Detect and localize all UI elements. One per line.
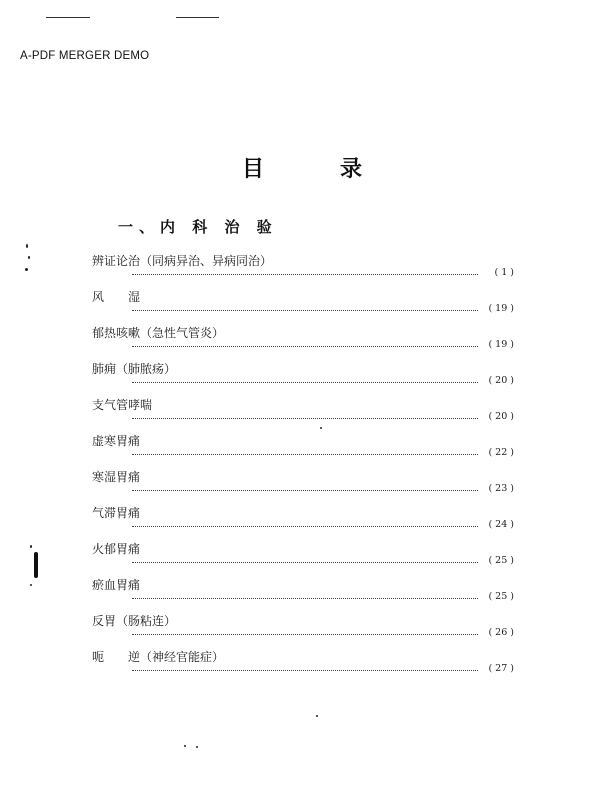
dot-leader (132, 346, 478, 347)
binding-mark (34, 552, 38, 578)
toc-entry-label: 呃 逆（神经官能症） (92, 650, 225, 664)
toc-entry-label: 肺痈（肺脓疡） (92, 362, 177, 376)
toc-entry[interactable] (92, 540, 514, 572)
toc-entry-label: 火郁胃痛 (92, 542, 141, 556)
toc-entry-page: ( 25 ) (488, 555, 514, 566)
dot-leader (132, 454, 478, 455)
toc-entry-page: ( 1 ) (494, 267, 514, 278)
toc-entry-page: ( 27 ) (488, 663, 514, 674)
dot-leader (132, 634, 478, 635)
toc-entry[interactable] (92, 288, 514, 320)
toc-entry-page: ( 26 ) (488, 627, 514, 638)
scan-speck (30, 584, 32, 586)
toc-entry-page: ( 20 ) (488, 411, 514, 422)
scan-speck (320, 427, 322, 429)
toc-entry-label: 瘀血胃痛 (92, 578, 141, 592)
toc-entry[interactable] (92, 468, 514, 500)
toc-entry[interactable] (92, 324, 514, 356)
dot-leader (132, 598, 478, 599)
toc-entry[interactable] (92, 396, 514, 428)
toc-entry[interactable] (92, 576, 514, 608)
toc-entry-label: 气滞胃痛 (92, 506, 141, 520)
section-heading: 一、内 科 治 验 (118, 218, 278, 236)
toc-entry[interactable] (92, 504, 514, 536)
dot-leader (132, 418, 478, 419)
dot-leader (132, 670, 478, 671)
toc-entry-page: ( 20 ) (488, 375, 514, 386)
dot-leader (132, 526, 478, 527)
toc-entry[interactable] (92, 360, 514, 392)
scan-speck (184, 745, 186, 747)
toc-entry-page: ( 23 ) (488, 483, 514, 494)
toc-entry-label: 辨证论治（同病异治、异病同治） (92, 254, 273, 268)
toc-title-char-2: 录 (340, 157, 363, 182)
toc-entry[interactable] (92, 252, 514, 284)
toc-entry-page: ( 24 ) (488, 519, 514, 530)
toc-entry-page: ( 22 ) (488, 447, 514, 458)
toc-entry-page: ( 25 ) (488, 591, 514, 602)
scan-speck (26, 244, 28, 248)
scan-speck (316, 715, 318, 717)
toc-entry[interactable] (92, 432, 514, 464)
scan-speck (30, 545, 32, 548)
dot-leader (132, 490, 478, 491)
dot-leader (132, 310, 478, 311)
toc-title (0, 152, 612, 182)
toc-title-char-1: 目 (242, 157, 265, 182)
dot-leader (132, 562, 478, 563)
dot-leader (132, 274, 478, 275)
toc-entry-label: 寒湿胃痛 (92, 470, 141, 484)
toc-entry-label: 反胃（肠粘连） (92, 614, 177, 628)
toc-entry-label: 支气管哮喘 (92, 398, 153, 412)
toc-entry[interactable] (92, 612, 514, 644)
dot-leader (132, 382, 478, 383)
toc-entry-label: 郁热咳嗽（急性气管炎） (92, 326, 225, 340)
header-rule-left (46, 17, 90, 18)
toc-entry-page: ( 19 ) (488, 303, 514, 314)
scan-speck (28, 256, 30, 259)
scan-speck (196, 746, 198, 748)
toc-entry-label: 风 湿 (92, 290, 141, 304)
header-rule-right (176, 17, 219, 18)
scan-speck (25, 268, 28, 271)
toc-entry-label: 虚寒胃痛 (92, 434, 141, 448)
watermark-text: A-PDF MERGER DEMO (20, 50, 150, 62)
toc-entry[interactable] (92, 648, 514, 680)
toc-entry-page: ( 19 ) (488, 339, 514, 350)
